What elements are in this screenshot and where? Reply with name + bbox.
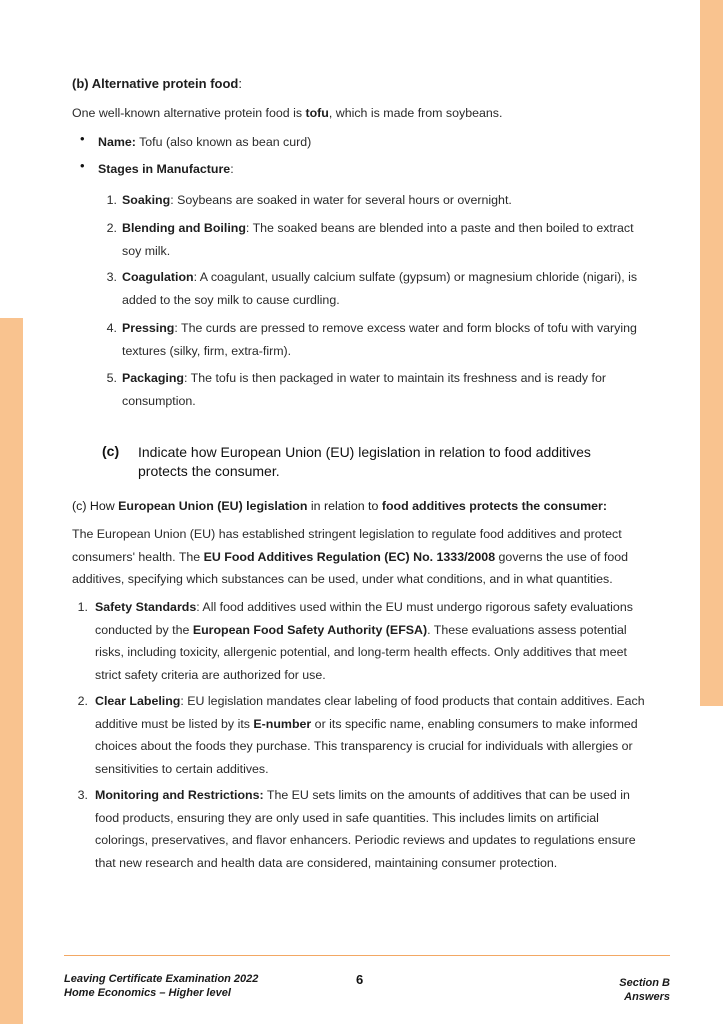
step-text: Coagulation: A coagulant, usually calcium sulfate (gypsum) or magnesium chloride (nigari), is added to the soy milk to cause curdling. bbox=[122, 270, 638, 307]
stages-heading: Stages in Manufacture: bbox=[98, 162, 234, 176]
question-c-text: Indicate how European Union (EU) legislation in relation to food additives protects the consumer. bbox=[138, 444, 591, 479]
step-number: 3. bbox=[106, 270, 117, 284]
item-text: Clear Labeling: EU legislation mandates clear labeling of food products that contain additives. Each additive must be listed by its E-number or its specific name, enabling consumers to make informed choices about the foods they purchase. This transparency is crucial for individuals with allergies or sensitivities to certain additives. bbox=[95, 694, 645, 776]
footer-exam-title: Leaving Certificate Examination 2022 bbox=[64, 973, 259, 985]
item-text: Safety Standards: All food additives used within the EU must undergo rigorous safety evaluations conducted by the European Food Safety Authority (EFSA). These evaluations assess potential risks, including toxicity, allergenic potential, and long-term health effects. Only additives that meet strict safety criteria are authorized for use. bbox=[95, 600, 633, 682]
section-b-heading: (b) Alternative protein food: bbox=[72, 76, 242, 91]
footer-subject-level: Home Economics – Higher level bbox=[64, 987, 231, 999]
item-number: 1. bbox=[77, 600, 88, 614]
footer-section: Section B bbox=[619, 977, 670, 989]
bullet-icon: • bbox=[80, 131, 85, 146]
footer-exam-info bbox=[64, 972, 258, 1000]
step-text: Packaging: The tofu is then packaged in water to maintain its freshness and is ready for consumption. bbox=[122, 371, 606, 408]
page-number: 6 bbox=[356, 972, 364, 987]
decorative-side-bar-left bbox=[0, 318, 23, 1024]
decorative-side-bar-right bbox=[700, 0, 723, 706]
answer-c-intro: The European Union (EU) has established stringent legislation to regulate food additives and protect consumers' health. The EU Food Additives Regulation (EC) No. 1333/2008 governs the use of food additives, specifying which substances can be used, under what conditions, and in what quantities. bbox=[72, 527, 629, 586]
step-number: 4. bbox=[106, 321, 117, 335]
footer-section-info bbox=[560, 976, 670, 1004]
footer-divider bbox=[64, 955, 670, 956]
section-b-intro: One well-known alternative protein food is tofu, which is made from soybeans. bbox=[72, 106, 503, 120]
step-text: Pressing: The curds are pressed to remove excess water and form blocks of tofu with varying textures (silky, firm, extra-firm). bbox=[122, 321, 637, 358]
tofu-name-line: Name: Tofu (also known as bean curd) bbox=[98, 135, 312, 149]
step-number: 2. bbox=[106, 221, 117, 235]
step-text: Blending and Boiling: The soaked beans are blended into a paste and then boiled to extract soy milk. bbox=[122, 221, 634, 258]
item-number: 2. bbox=[77, 694, 88, 708]
answer-c-heading: (c) How European Union (EU) legislation in relation to food additives protects the consumer: bbox=[72, 499, 607, 513]
item-text: Monitoring and Restrictions: The EU sets limits on the amounts of additives that can be used in food products, ensuring they are only used in safe quantities. This includes limits on artificial colorings, preservatives, and flavor enhancers. Periodic reviews and updates to regulations ensure that new research and health data are considered, maintaining consumer protection. bbox=[95, 788, 636, 870]
step-text: Soaking: Soybeans are soaked in water for several hours or overnight. bbox=[122, 193, 512, 207]
footer-answers: Answers bbox=[624, 991, 670, 1003]
item-number: 3. bbox=[77, 788, 88, 802]
question-c-label: (c) bbox=[102, 443, 120, 459]
step-number: 5. bbox=[106, 371, 117, 385]
bullet-icon: • bbox=[80, 158, 85, 173]
step-number: 1. bbox=[106, 193, 117, 207]
